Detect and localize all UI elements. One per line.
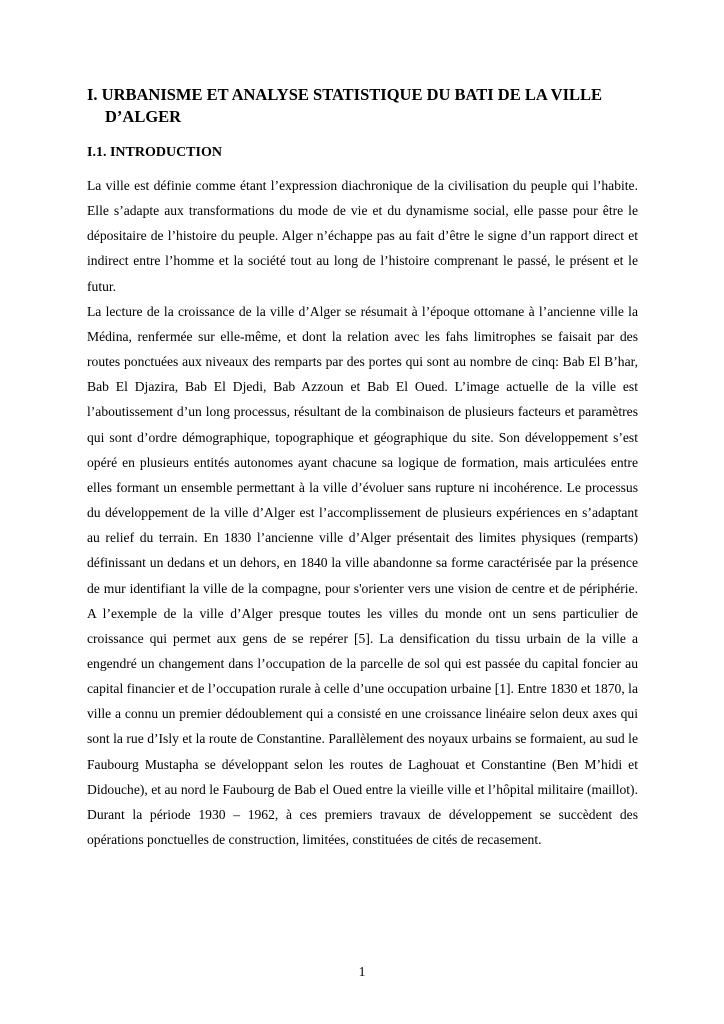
chapter-title-line1: I. URBANISME ET ANALYSE STATISTIQUE DU BATI DE LA VILLE [87,85,603,104]
page-number: 1 [358,964,366,979]
paragraph: La lecture de la croissance de la ville d’Alger se résumait à l’époque ottomane à l’ancienne ville la Médina, renfermée sur elle-même, et dont la relation avec les fahs limitrophes se faisait par des routes ponctuées aux niveaux des remparts par des portes qui sont au nombre de cinq: Bab El B’har, Bab El Djazira, Bab El Djedi, Bab Azzoun et Bab El Oued. L’image actuelle de la ville est l’aboutissement d’un long processus, résultant de la combinaison de plusieurs facteurs et paramètres qui sont d’ordre démographique, topographique et géographique du site. Son développement s’est opéré en plusieurs entités autonomes ayant chacune sa logique de formation, mais articulées entre elles formant un ensemble permettant à la ville d’évoluer sans rupture ni incohérence. Le processus du développement de la ville d’Alger est l’accomplissement de plusieurs expériences en s’adaptant au relief du terrain. En 1830 l’ancienne ville d’Alger présentait des limites physiques (remparts) définissant un dedans et un dehors, en 1840 la ville abandonne sa forme caractérisée par la présence de mur identifiant la ville de la compagne, pour s'orienter vers une vision de centre et de périphérie. A l’exemple de la ville d’Alger presque toutes les villes du monde ont un sens particulier de croissance qui permet aux gens de se repérer [5]. La densification du tissu urbain de la ville a engendré un changement dans l’occupation de la parcelle de sol qui est passée du capital foncier au capital financier et de l’occupation rurale à celle d’une occupation urbaine [1]. Entre 1830 et 1870, la ville a connu un premier dédoublement qui a consisté en une croissance linéaire selon deux axes qui sont la rue d’Isly et la route de Constantine. Parallèlement des noyaux urbains se formaient, au sud le Faubourg Mustapha se développant selon les routes de Laghouat et Constantine (Ben M’hidi et Didouche), et au nord le Faubourg de Bab el Oued entre la vieille ville et l’hôpital militaire (maillot). Durant la période 1930 – 1962, à ces premiers travaux de développement se succèdent des opérations ponctuelles de construction, limitées, constituées de cités de recasement. [87,303,638,848]
chapter-title [87,84,647,128]
chapter-title-line2: D’ALGER [105,107,182,126]
body-text [87,173,638,852]
paragraph: La ville est définie comme étant l’expression diachronique de la civilisation du peuple qui l’habite. Elle s’adapte aux transformations du mode de vie et du dynamisme social, elle passe pour être le dépositaire de l’histoire du peuple. Alger n’échappe pas au fait d’être le signe d’un rapport direct et indirect entre l’homme et la société tout au long de l’histoire comprenant le passé, le présent et le futur. [87,178,638,294]
section-title: I.1. INTRODUCTION [87,145,222,160]
